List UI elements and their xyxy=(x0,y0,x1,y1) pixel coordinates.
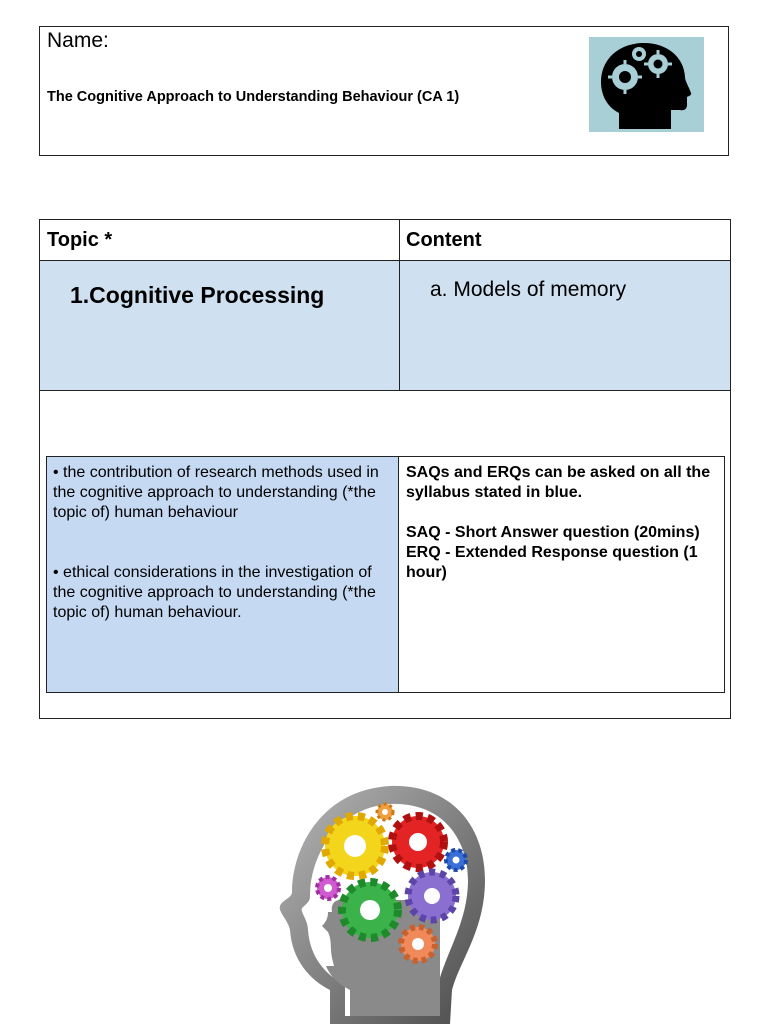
saq-note: SAQ - Short Answer question (20mins) xyxy=(406,524,700,541)
learning-outcomes-cell xyxy=(47,457,399,692)
topic-table xyxy=(39,219,731,719)
list-item: • ethical considerations in the investigation of the cognitive approach to understanding (*the topic of) human behaviour. xyxy=(53,564,376,621)
name-label: Name: xyxy=(47,29,109,52)
column-header-topic: Topic * xyxy=(47,229,113,251)
gear-blue-icon xyxy=(446,850,466,870)
head-with-gears-icon xyxy=(589,37,704,132)
gear-magenta-icon xyxy=(317,877,339,899)
gear-green-icon xyxy=(342,882,398,938)
gear-red-icon xyxy=(392,816,444,868)
exam-notes-cell xyxy=(399,457,724,692)
document-title: The Cognitive Approach to Understanding Behaviour (CA 1) xyxy=(47,89,460,105)
list-item: • the contribution of research methods used in the cognitive approach to understanding (*the topic of) human behaviour xyxy=(53,464,379,521)
topic-cell: 1.Cognitive Processing xyxy=(70,282,325,308)
gear-yellow-icon xyxy=(325,816,385,876)
gear-small-orange-icon xyxy=(377,804,393,820)
column-header-content: Content xyxy=(406,229,482,251)
content-cell: a. Models of memory xyxy=(430,278,627,301)
topic-row-bg xyxy=(40,261,730,390)
gear-orange-icon xyxy=(401,927,435,961)
divider xyxy=(399,220,400,391)
erq-note: ERQ - Extended Response question (1 hour) xyxy=(406,544,698,581)
syllabus-note: SAQs and ERQs can be asked on all the syllabus stated in blue. xyxy=(406,464,711,501)
gear-purple-icon xyxy=(408,872,456,920)
syllabus-notes-table xyxy=(46,456,725,693)
divider xyxy=(40,260,730,261)
colorful-gears-head-illustration xyxy=(270,780,510,1024)
header-box xyxy=(39,26,729,156)
divider xyxy=(40,390,730,391)
